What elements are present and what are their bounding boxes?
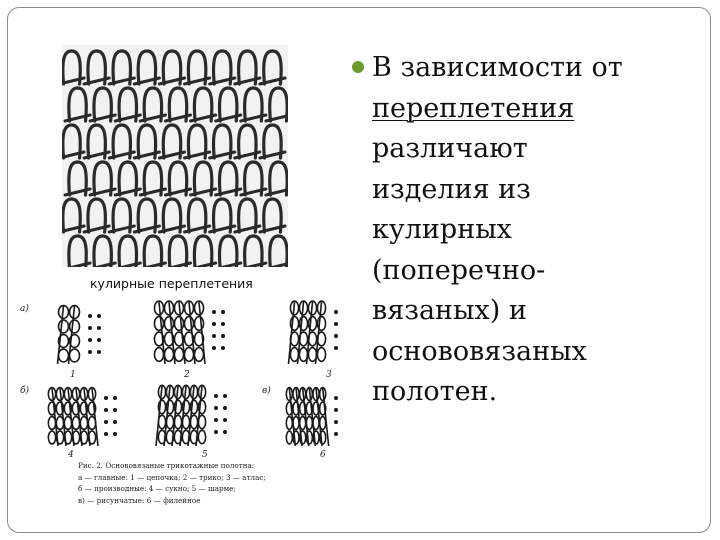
knit-loop-highlight xyxy=(268,207,277,230)
bullet-line: В зависимости от xyxy=(372,52,623,83)
lapping-dots xyxy=(214,394,227,434)
lapping-dot xyxy=(113,420,117,424)
lapping-dot xyxy=(104,396,108,400)
knit-loop-highlight xyxy=(174,244,183,267)
knit-loop-highlight xyxy=(168,207,177,230)
knit-loop-highlight xyxy=(73,244,82,267)
knit-loop-highlight xyxy=(224,244,233,267)
lapping-dot xyxy=(334,408,338,412)
lapping-dots xyxy=(212,310,225,350)
bullet-line: основовязаных xyxy=(372,335,587,367)
knit-loop-highlight xyxy=(118,59,127,82)
lapping-dot xyxy=(223,394,227,398)
lapping-dot xyxy=(97,314,101,318)
bullet-line: различают xyxy=(372,133,528,164)
fig-row-c-label: в) xyxy=(262,386,271,396)
knit-loop xyxy=(194,236,211,267)
lapping-dot xyxy=(214,394,218,398)
knit-loop-highlight xyxy=(199,170,208,193)
lapping-dot xyxy=(223,430,227,434)
lapping-dot xyxy=(223,418,227,422)
fig-num-4: 4 xyxy=(68,450,74,460)
warp-diagram xyxy=(154,301,205,364)
lapping-dot xyxy=(113,408,117,412)
lapping-dot xyxy=(214,430,218,434)
knit-loop-highlight xyxy=(193,59,202,82)
lapping-dot xyxy=(221,334,225,338)
lapping-dot xyxy=(221,346,225,350)
knit-loop-highlight xyxy=(274,244,283,267)
lapping-dot xyxy=(214,418,218,422)
lapping-dot xyxy=(334,432,338,436)
knit-loop xyxy=(220,236,237,267)
lapping-dot xyxy=(212,334,216,338)
lapping-dot xyxy=(212,310,216,314)
knit-loop-highlight xyxy=(67,133,76,156)
warp-loop xyxy=(313,417,319,430)
lapping-dot xyxy=(221,310,225,314)
bullet-line: кулирных xyxy=(372,214,512,245)
figure-caption-line: а — главные: 1 — цепочка; 2 — трико; 3 — атлас; xyxy=(78,472,266,482)
knit-loop xyxy=(169,236,186,267)
warp-loop xyxy=(164,348,173,362)
lapping-dot xyxy=(88,350,92,354)
fig-num-6: 6 xyxy=(320,450,326,460)
lapping-dots xyxy=(334,310,340,350)
lapping-dot xyxy=(97,350,101,354)
knit-loop-highlight xyxy=(168,59,177,82)
knit-loop-highlight xyxy=(268,59,277,82)
knit-loop-highlight xyxy=(168,133,177,156)
knit-loop-highlight xyxy=(149,244,158,267)
warp-loop xyxy=(184,348,193,362)
knit-loop-highlight xyxy=(274,170,283,193)
lapping-dot xyxy=(104,432,108,436)
knit-loop-highlight xyxy=(249,96,258,119)
bullet-line: вязаных) и xyxy=(372,295,527,326)
warp-loop xyxy=(174,348,183,362)
bullet-line-underlined: переплетения xyxy=(372,92,575,124)
figure-caption xyxy=(78,460,340,506)
knit-loop xyxy=(144,236,161,267)
warp-diagram xyxy=(289,301,326,364)
fig-row-a-label: а) xyxy=(20,304,29,314)
knit-loop-highlight xyxy=(143,133,152,156)
knit-loop-highlight xyxy=(268,133,277,156)
lapping-dot xyxy=(214,406,218,410)
knit-loop-highlight xyxy=(199,96,208,119)
bullet-paragraph xyxy=(352,48,682,413)
lapping-dot xyxy=(334,322,338,326)
knit-loop xyxy=(69,236,86,267)
knit-loop-highlight xyxy=(98,170,107,193)
knit-loop-highlight xyxy=(149,96,158,119)
knit-loop-highlight xyxy=(92,59,101,82)
warp-loop xyxy=(59,320,69,333)
weft-knit-illustration xyxy=(62,45,288,267)
lapping-dots xyxy=(334,396,340,436)
knit-loop-highlight xyxy=(124,244,133,267)
knit-loop-highlight xyxy=(73,96,82,119)
knit-loop-highlight xyxy=(199,244,208,267)
lapping-dot xyxy=(97,326,101,330)
warp-diagram xyxy=(58,306,80,364)
knit-loop-highlight xyxy=(118,133,127,156)
knit-loop-highlight xyxy=(174,96,183,119)
knit-loop xyxy=(245,236,262,267)
lapping-dot xyxy=(104,408,108,412)
bullet-line: полотен. xyxy=(372,376,498,407)
warp-loop xyxy=(154,348,163,362)
lapping-dot xyxy=(221,322,225,326)
warp-loop xyxy=(320,417,326,430)
warp-loop xyxy=(70,349,80,362)
warp-loop xyxy=(286,431,292,444)
fig-row-b-label: б) xyxy=(20,386,30,396)
knit-loop-highlight xyxy=(218,133,227,156)
lapping-dot xyxy=(334,334,338,338)
knit-loop-highlight xyxy=(92,133,101,156)
warp-diagram xyxy=(286,388,328,446)
knit-loop-highlight xyxy=(193,207,202,230)
warp-diagram xyxy=(156,385,206,446)
warp-loop xyxy=(286,417,292,430)
knit-loops xyxy=(62,51,288,267)
knit-loop-highlight xyxy=(92,207,101,230)
knit-loop-highlight xyxy=(218,207,227,230)
lapping-dot xyxy=(97,338,101,342)
knit-loop xyxy=(119,236,136,267)
knit-loop-highlight xyxy=(249,170,258,193)
fig-num-2: 2 xyxy=(184,370,190,380)
warp-loop xyxy=(300,417,306,430)
lapping-dot xyxy=(212,322,216,326)
warp-loop xyxy=(59,349,69,362)
lapping-dot xyxy=(334,396,338,400)
knit-loop-highlight xyxy=(249,244,258,267)
lapping-dot xyxy=(334,420,338,424)
knit-loop-highlight xyxy=(224,170,233,193)
lapping-dot xyxy=(88,314,92,318)
knit-loop-highlight xyxy=(274,96,283,119)
lapping-dot xyxy=(88,326,92,330)
knit-loop xyxy=(270,236,287,267)
lapping-dot xyxy=(334,310,338,314)
bullet-line: (поперечно- xyxy=(372,254,546,286)
figure-caption-line: Рис. 2. Основовязаные трикотажные полотна: xyxy=(78,461,255,470)
lapping-dot xyxy=(113,396,117,400)
knit-loop-highlight xyxy=(67,207,76,230)
lapping-dot xyxy=(212,346,216,350)
knit-loop-highlight xyxy=(98,96,107,119)
lapping-dots xyxy=(88,314,101,354)
knit-loop-highlight xyxy=(243,207,252,230)
knit-loop-highlight xyxy=(124,96,133,119)
knit-loop-highlight xyxy=(143,59,152,82)
fig-num-1: 1 xyxy=(70,370,76,380)
knit-loop-highlight xyxy=(67,59,76,82)
fig-num-3: 3 xyxy=(326,370,332,380)
warp-diagram xyxy=(48,388,98,446)
knit-loop-highlight xyxy=(243,59,252,82)
warp-knit-figure xyxy=(18,298,340,528)
warp-loop xyxy=(317,348,325,362)
knit-loop xyxy=(94,236,111,267)
warp-loop xyxy=(306,417,312,430)
knit-loop-highlight xyxy=(149,170,158,193)
figure-caption-line: б — производные: 4 — сукно; 5 — шарме; xyxy=(78,484,236,493)
knit-loop-highlight xyxy=(243,133,252,156)
knit-caption: кулирные переплетения xyxy=(90,276,253,291)
warp-loop xyxy=(48,431,55,444)
knit-loop-highlight xyxy=(193,133,202,156)
knit-loop-highlight xyxy=(218,59,227,82)
lapping-dot xyxy=(88,338,92,342)
lapping-dot xyxy=(334,346,338,350)
knit-loop-highlight xyxy=(98,244,107,267)
warp-loop xyxy=(70,320,80,333)
knit-loop-highlight xyxy=(174,170,183,193)
warp-loop xyxy=(198,430,205,443)
lapping-dot xyxy=(113,432,117,436)
figure-caption-line: в) — рисунчатые: 6 — филейное xyxy=(78,495,201,505)
warp-loop xyxy=(194,348,203,362)
warp-loop xyxy=(293,417,299,430)
bullet-line: изделия из xyxy=(372,173,531,205)
knit-loop-highlight xyxy=(143,207,152,230)
lapping-dot xyxy=(104,420,108,424)
knit-loop-highlight xyxy=(73,170,82,193)
lapping-dot xyxy=(223,406,227,410)
knit-loop-highlight xyxy=(124,170,133,193)
lapping-dots xyxy=(104,396,117,436)
knit-loop-highlight xyxy=(224,96,233,119)
knit-loop-highlight xyxy=(118,207,127,230)
fig-num-5: 5 xyxy=(202,450,208,460)
